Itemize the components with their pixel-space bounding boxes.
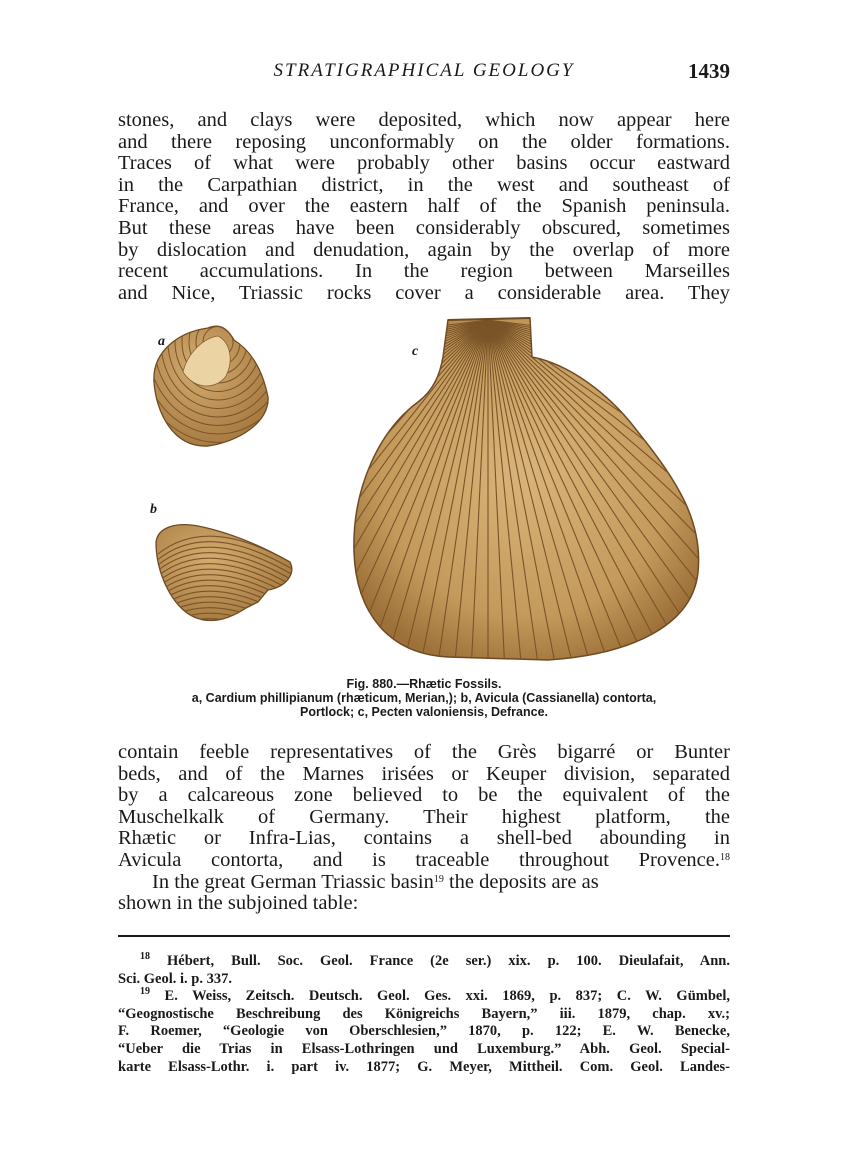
- paragraph-1: [118, 110, 730, 304]
- text-line: by dislocation and denudation, again by the overlap of more: [118, 238, 730, 261]
- figure-label-c: c: [412, 344, 419, 359]
- footnote-text: F. Roemer, “Geologie von Oberschlesien,” 1870, p. 122; E. W. Benecke,: [118, 1023, 730, 1040]
- text-segment: Avicula contorta, and is traceable throughout Provence.: [118, 848, 720, 871]
- footnote-text: Hébert, Bull. Soc. Geol. France (2e ser.) xix. p. 100. Dieulafait, Ann.: [150, 953, 730, 969]
- footnote-divider: [118, 935, 730, 937]
- footnote-19: [118, 988, 730, 1006]
- text-line: and Nice, Triassic rocks cover a considerable area. They: [118, 281, 730, 304]
- text-line: recent accumulations. In the region between Marseilles: [118, 260, 730, 283]
- footnote-text: “Ueber die Trias in Elsass-Lothringen und Luxemburg.” Abh. Geol. Special-: [118, 1040, 730, 1057]
- figure-880: [118, 312, 730, 672]
- shell-rib: [158, 619, 293, 647]
- text-segment: the deposits are as: [443, 870, 599, 893]
- running-header: [118, 60, 730, 88]
- text-segment: In the great German Triassic basin: [152, 870, 434, 893]
- caption-line: Portlock; c, Pecten valoniensis, Defrance.: [299, 705, 548, 719]
- footnote-ref-18[interactable]: 18: [720, 851, 730, 863]
- text-line: stones, and clays were deposited, which now appear here: [118, 109, 730, 131]
- running-title: STRATIGRAPHICAL GEOLOGY: [273, 60, 575, 81]
- shell-rib: [158, 624, 293, 652]
- page-number: 1439: [688, 59, 730, 83]
- text-line: shown in the subjoined table:: [118, 892, 359, 915]
- text-line: contain feeble representatives of the Grès bigarré or Bunter: [118, 741, 730, 763]
- text-line: and there reposing unconformably on the older formations.: [118, 130, 730, 153]
- text-line: beds, and of the Marnes irisées or Keuper division, separated: [118, 762, 730, 785]
- text-line: [118, 872, 730, 894]
- figure-label-a: a: [158, 334, 165, 349]
- text-line: Muschelkalk of Germany. Their highest platform, the: [118, 805, 730, 828]
- figure-label-b: b: [150, 502, 157, 517]
- text-line: [118, 850, 730, 872]
- footnote-text: karte Elsass-Lothr. i. part iv. 1877; G. Meyer, Mittheil. Com. Geol. Landes-: [118, 1058, 730, 1075]
- footnote-number: 19: [140, 986, 150, 998]
- text-line: in the Carpathian district, in the west and southeast of: [118, 173, 730, 196]
- paragraph-2: [118, 742, 730, 915]
- avicula-contorta-shell: [156, 525, 293, 652]
- text-line: Rhætic or Infra-Lias, contains a shell-bed abounding in: [118, 827, 730, 850]
- cardium-phillipianum-shell: [126, 312, 310, 451]
- footnote-ref-19[interactable]: 19: [433, 873, 444, 885]
- caption-title: Fig. 880.—Rhætic Fossils.: [346, 677, 502, 691]
- text-line: France, and over the eastern half of the Spanish peninsula.: [118, 195, 730, 218]
- text-line: by a calcareous zone believed to be the equivalent of the: [118, 784, 730, 807]
- figure-caption: [118, 677, 730, 719]
- footnote-text: “Geognostische Beschreibung des Königreichs Bayern,” iii. 1879, chap. xv.;: [118, 1005, 730, 1022]
- footnote-18: [118, 953, 730, 971]
- footnote-number: 18: [140, 951, 150, 962]
- text-line: Traces of what were probably other basins occur eastward: [118, 152, 730, 175]
- fossil-illustration: [118, 312, 730, 672]
- footnote-text: Sci. Geol. i. p. 337.: [118, 970, 232, 987]
- footnotes: [118, 953, 730, 1076]
- text-line: But these areas have been considerably obscured, sometimes: [118, 216, 730, 239]
- caption-line: a, Cardium phillipianum (rhæticum, Merian,); b, Avicula (Cassianella) contorta,: [191, 691, 657, 705]
- footnote-text: E. Weiss, Zeitsch. Deutsch. Geol. Ges. xxi. 1869, p. 837; C. W. Gümbel,: [150, 988, 730, 1005]
